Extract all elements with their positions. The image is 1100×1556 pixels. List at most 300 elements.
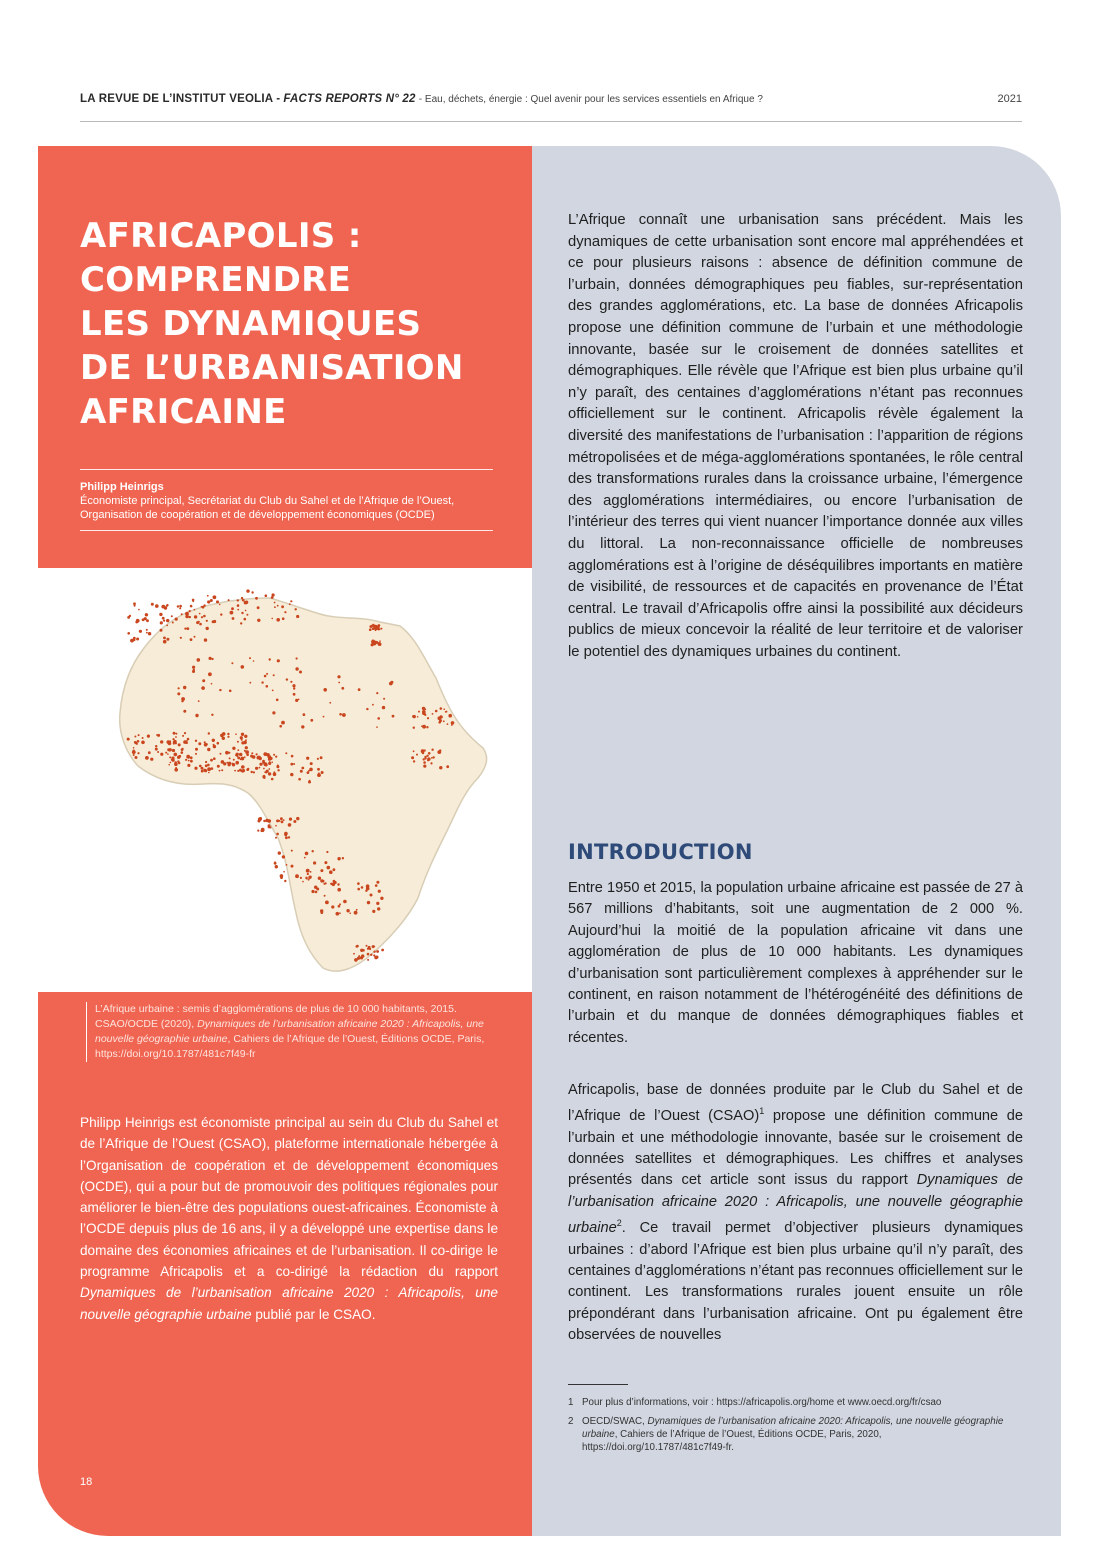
agglomeration-dot bbox=[329, 870, 333, 874]
agglomeration-dot bbox=[277, 765, 279, 767]
agglomeration-dot bbox=[155, 604, 159, 608]
agglomeration-dot bbox=[366, 708, 368, 710]
agglomeration-dot bbox=[203, 604, 205, 606]
agglomeration-dot bbox=[309, 780, 311, 782]
agglomeration-dot bbox=[133, 754, 135, 756]
agglomeration-dot bbox=[343, 900, 347, 904]
agglomeration-dot bbox=[361, 954, 364, 957]
agglomeration-dot bbox=[439, 766, 442, 769]
agglomeration-dot bbox=[274, 602, 276, 604]
agglomeration-dot bbox=[166, 638, 169, 641]
agglomeration-dot bbox=[375, 626, 378, 629]
agglomeration-dot bbox=[251, 591, 253, 593]
agglomeration-dot bbox=[275, 837, 277, 839]
agglomeration-dot bbox=[267, 819, 269, 821]
agglomeration-dot bbox=[147, 735, 150, 738]
agglomeration-dot bbox=[377, 907, 380, 910]
footnote-divider bbox=[568, 1384, 628, 1385]
agglomeration-dot bbox=[291, 755, 294, 758]
agglomeration-dot bbox=[376, 692, 378, 694]
agglomeration-dot bbox=[138, 734, 140, 736]
agglomeration-dot bbox=[323, 688, 327, 692]
agglomeration-dot bbox=[383, 698, 385, 700]
agglomeration-dot bbox=[249, 682, 251, 684]
title-line: DE L’URBANISATION bbox=[80, 348, 464, 388]
agglomeration-dot bbox=[237, 770, 239, 772]
agglomeration-dot bbox=[261, 681, 263, 683]
agglomeration-dot bbox=[312, 850, 314, 852]
agglomeration-dot bbox=[174, 768, 178, 772]
agglomeration-dot bbox=[264, 675, 267, 678]
agglomeration-dot bbox=[182, 735, 184, 737]
agglomeration-dot bbox=[431, 749, 433, 751]
agglomeration-dot bbox=[269, 826, 271, 828]
agglomeration-dot bbox=[353, 953, 355, 955]
agglomeration-dot bbox=[284, 611, 286, 613]
agglomeration-dot bbox=[255, 767, 258, 770]
agglomeration-dot bbox=[232, 617, 235, 620]
agglomeration-dot bbox=[160, 629, 163, 632]
agglomeration-dot bbox=[440, 707, 443, 710]
agglomeration-dot bbox=[339, 713, 342, 716]
agglomeration-dot bbox=[411, 756, 414, 759]
agglomeration-dot bbox=[175, 736, 177, 738]
agglomeration-dot bbox=[245, 750, 249, 754]
agglomeration-dot bbox=[184, 732, 186, 734]
agglomeration-dot bbox=[274, 606, 276, 608]
article-title bbox=[80, 214, 520, 434]
agglomeration-dot bbox=[423, 761, 426, 764]
agglomeration-dot bbox=[197, 658, 201, 662]
agglomeration-dot bbox=[431, 757, 433, 759]
agglomeration-dot bbox=[199, 623, 202, 626]
agglomeration-dot bbox=[170, 762, 172, 764]
agglomeration-dot bbox=[180, 637, 182, 639]
agglomeration-dot bbox=[263, 820, 265, 822]
agglomeration-dot bbox=[135, 621, 138, 624]
agglomeration-dot bbox=[157, 751, 159, 753]
agglomeration-dot bbox=[339, 912, 341, 914]
agglomeration-dot bbox=[382, 706, 385, 709]
page-number: 18 bbox=[80, 1476, 93, 1488]
agglomeration-dot bbox=[240, 622, 242, 624]
footnotes bbox=[568, 1396, 1018, 1460]
agglomeration-dot bbox=[271, 618, 273, 620]
agglomeration-dot bbox=[237, 749, 239, 751]
agglomeration-dot bbox=[367, 901, 370, 904]
agglomeration-dot bbox=[301, 725, 304, 728]
agglomeration-dot bbox=[284, 833, 287, 836]
agglomeration-dot bbox=[137, 752, 139, 754]
agglomeration-dot bbox=[317, 758, 319, 760]
agglomeration-dot bbox=[233, 759, 235, 761]
agglomeration-dot bbox=[265, 763, 268, 766]
agglomeration-dot bbox=[205, 761, 207, 763]
agglomeration-dot bbox=[177, 692, 180, 695]
agglomeration-dot bbox=[138, 609, 140, 611]
agglomeration-dot bbox=[320, 869, 323, 872]
agglomeration-dot bbox=[284, 880, 286, 882]
agglomeration-dot bbox=[288, 823, 292, 827]
agglomeration-dot bbox=[308, 876, 311, 879]
agglomeration-dot bbox=[330, 883, 332, 885]
agglomeration-dot bbox=[306, 757, 309, 760]
agglomeration-dot bbox=[295, 874, 299, 878]
agglomeration-dot bbox=[430, 762, 432, 764]
agglomeration-dot bbox=[204, 638, 207, 641]
agglomeration-dot bbox=[432, 713, 434, 715]
agglomeration-dot bbox=[231, 607, 234, 610]
agglomeration-dot bbox=[227, 733, 229, 735]
figure-caption: L’Afrique urbaine : semis d’agglomérations de plus de 10 000 habitants, 2015. CSAO/OCDE (2020), Dynamiques de l’urbanisation africaine 2020 : Africapolis, une nouvelle géographie urbaine, Cahiers de l’Afrique de l’Ouest, Éditions OCDE, Paris, https://doi.org/10.1787/481c7f49-fr bbox=[86, 1002, 515, 1062]
agglomeration-dot bbox=[145, 613, 148, 616]
agglomeration-dot bbox=[378, 890, 381, 893]
agglomeration-dot bbox=[305, 852, 309, 856]
agglomeration-dot bbox=[367, 959, 369, 961]
agglomeration-dot bbox=[299, 671, 302, 674]
agglomeration-dot bbox=[418, 711, 420, 713]
agglomeration-dot bbox=[325, 882, 327, 884]
agglomeration-dot bbox=[428, 759, 430, 761]
agglomeration-dot bbox=[276, 699, 279, 702]
running-header bbox=[80, 93, 1022, 122]
agglomeration-dot bbox=[337, 883, 339, 885]
agglomeration-dot bbox=[196, 621, 199, 624]
agglomeration-dot bbox=[413, 760, 415, 762]
agglomeration-dot bbox=[190, 756, 193, 759]
agglomeration-dot bbox=[290, 681, 292, 683]
agglomeration-dot bbox=[285, 752, 287, 754]
agglomeration-dot bbox=[433, 756, 435, 758]
agglomeration-dot bbox=[293, 687, 295, 689]
agglomeration-dot bbox=[290, 773, 293, 776]
agglomeration-dot bbox=[130, 639, 134, 643]
agglomeration-dot bbox=[231, 662, 233, 664]
agglomeration-dot bbox=[273, 674, 275, 676]
agglomeration-dot bbox=[139, 630, 142, 633]
agglomeration-dot bbox=[167, 753, 169, 755]
agglomeration-dot bbox=[338, 682, 340, 684]
agglomeration-dot bbox=[134, 736, 136, 738]
agglomeration-dot bbox=[290, 600, 292, 602]
agglomeration-dot bbox=[185, 759, 187, 761]
agglomeration-dot bbox=[438, 716, 442, 720]
intro-paragraph: Africapolis, base de données produite par le Club du Sahel et de l’Afrique de l’Ouest (CSAO)$^1$ propose une définition commune de l’urbain et une méthodologie innovante, basée sur le croisement de données satellites et démographiques. Les chiffres et analyses présentés dans cet article sont issus du rapport Dynamiques de l’urbanisation africaine 2020 : Africapolis, une nouvelle géographie urbaine$^2$. Ce travail permet d’objectiver plusieurs dynamiques urbaines : d’abord l’Afrique est bien plus urbaine qu’il n’y paraît, des centaines d’agglomérations n’étant pas reconnues officiellement sur le continent. Les transformations rurales jouent ensuite un rôle prépondérant dans l’urbanisation africaine. Ont pu également être observées de nouvelles bbox=[568, 1082, 1024, 1344]
agglomeration-dot bbox=[427, 717, 429, 719]
agglomeration-dot bbox=[237, 604, 240, 607]
agglomeration-dot bbox=[271, 761, 273, 763]
agglomeration-dot bbox=[232, 763, 235, 766]
agglomeration-dot bbox=[219, 604, 221, 606]
agglomeration-dot bbox=[237, 609, 239, 611]
agglomeration-dot bbox=[259, 763, 262, 766]
agglomeration-dot bbox=[342, 857, 344, 859]
agglomeration-dot bbox=[329, 702, 331, 704]
agglomeration-dot bbox=[323, 716, 325, 718]
agglomeration-dot bbox=[346, 909, 349, 912]
agglomeration-dot bbox=[273, 771, 275, 773]
agglomeration-dot bbox=[186, 742, 188, 744]
agglomeration-dot bbox=[135, 756, 138, 759]
agglomeration-dot bbox=[239, 769, 242, 772]
section-heading-introduction: INTRODUCTION bbox=[568, 840, 753, 864]
agglomeration-dot bbox=[241, 612, 243, 614]
agglomeration-dot bbox=[228, 599, 230, 601]
agglomeration-dot bbox=[375, 884, 378, 887]
agglomeration-dot bbox=[208, 732, 210, 734]
agglomeration-dot bbox=[337, 675, 340, 678]
agglomeration-dot bbox=[333, 868, 336, 871]
agglomeration-dot bbox=[244, 618, 247, 621]
agglomeration-dot bbox=[181, 748, 184, 751]
agglomeration-dot bbox=[246, 589, 249, 592]
agglomeration-dot bbox=[315, 891, 318, 894]
author-bio: Philipp Heinrigs est économiste principal au sein du Club du Sahel et de l’Afrique de l’Ouest (CSAO), plateforme internationale hébergée à l’Organisation de coopération et de développement économiques (OCDE), qui a pour but de promouvoir des politiques régionales pour améliorer le bien-être des populations ouest-africaines. Économiste à l’OCDE depuis plus de 16 ans, il y a développé une expertise dans le domaine des économies africaines et de l’urbanisation. Il co-dirige le programme Africapolis et a co-dirigé la rédaction du rapport Dynamiques de l’urbanisation africaine 2020 : Africapolis, une nouvelle géographie urbaine publié par le CSAO. bbox=[80, 1115, 498, 1322]
agglomeration-dot bbox=[286, 678, 288, 680]
agglomeration-dot bbox=[278, 851, 281, 854]
agglomeration-dot bbox=[146, 619, 149, 622]
agglomeration-dot bbox=[263, 777, 265, 779]
agglomeration-dot bbox=[282, 617, 285, 620]
agglomeration-dot bbox=[324, 895, 326, 897]
agglomeration-dot bbox=[133, 747, 135, 749]
agglomeration-dot bbox=[164, 606, 167, 609]
author-divider bbox=[80, 530, 493, 531]
agglomeration-dot bbox=[173, 732, 176, 735]
agglomeration-dot bbox=[285, 836, 288, 839]
agglomeration-dot bbox=[235, 761, 239, 765]
agglomeration-dot bbox=[357, 888, 360, 891]
agglomeration-dot bbox=[259, 767, 261, 769]
agglomeration-dot bbox=[194, 609, 196, 611]
agglomeration-dot bbox=[257, 756, 261, 760]
agglomeration-dot bbox=[186, 627, 189, 630]
agglomeration-dot bbox=[166, 604, 168, 606]
agglomeration-dot bbox=[269, 757, 272, 760]
title-divider bbox=[80, 469, 493, 470]
agglomeration-dot bbox=[192, 600, 194, 602]
agglomeration-dot bbox=[181, 751, 184, 754]
agglomeration-dot bbox=[318, 877, 321, 880]
agglomeration-dot bbox=[290, 763, 293, 766]
caption-report-title: Dynamiques de l’urbanisation africaine 2020 : Africapolis, une nouvelle géographie urbaine bbox=[95, 1018, 484, 1045]
agglomeration-dot bbox=[239, 753, 242, 756]
agglomeration-dot bbox=[443, 708, 445, 710]
agglomeration-dot bbox=[205, 764, 208, 767]
agglomeration-dot bbox=[264, 771, 266, 773]
agglomeration-dot bbox=[293, 820, 296, 823]
agglomeration-dot bbox=[378, 643, 380, 645]
agglomeration-dot bbox=[230, 611, 234, 615]
bio-report-title: Dynamiques de l’urbanisation africaine 2020 : Africapolis, une nouvelle géographie urbaine bbox=[80, 1285, 498, 1322]
agglomeration-dot bbox=[277, 769, 279, 771]
author-affiliation: Économiste principal, Secrétariat du Club du Sahel et de l’Afrique de l’Ouest, bbox=[80, 495, 455, 507]
footnote: 1 Pour plus d’informations, voir : https://africapolis.org/home et www.oecd.org/fr/csao bbox=[568, 1397, 942, 1408]
agglomeration-dot bbox=[187, 764, 190, 767]
agglomeration-dot bbox=[304, 857, 306, 859]
footnote-ref[interactable]: 2 bbox=[616, 1218, 622, 1229]
agglomeration-dot bbox=[127, 616, 130, 619]
agglomeration-dot bbox=[292, 684, 295, 687]
agglomeration-dot bbox=[357, 957, 360, 960]
agglomeration-dot bbox=[320, 911, 323, 914]
issue-subtitle: - Eau, déchets, énergie : Quel avenir pour les services essentiels en Afrique ? bbox=[418, 94, 763, 105]
footnote-text[interactable]: OECD/SWAC, Dynamiques de l’urbanisation africaine 2020: Africapolis, une nouvelle géographie urbaine, Cahiers de l’Afrique de l’Ouest, Éditions OCDE, Paris, 2020, https://doi.org/10.1787/481c7f49-fr. bbox=[582, 1416, 1004, 1453]
agglomeration-dot bbox=[295, 699, 298, 702]
title-line: LES DYNAMIQUES bbox=[80, 304, 422, 344]
agglomeration-dot bbox=[257, 619, 260, 622]
agglomeration-dot bbox=[174, 753, 178, 757]
agglomeration-dot bbox=[206, 743, 208, 745]
agglomeration-dot bbox=[447, 723, 449, 725]
agglomeration-dot bbox=[175, 733, 177, 735]
agglomeration-dot bbox=[222, 732, 226, 736]
agglomeration-dot bbox=[141, 741, 145, 745]
agglomeration-dot bbox=[195, 748, 198, 751]
agglomeration-dot bbox=[183, 710, 186, 713]
agglomeration-dot bbox=[281, 721, 285, 725]
agglomeration-dot bbox=[288, 836, 290, 838]
agglomeration-dot bbox=[275, 825, 277, 827]
agglomeration-dot bbox=[171, 615, 173, 617]
title-line: AFRICAPOLIS : bbox=[80, 216, 362, 256]
agglomeration-dot bbox=[412, 715, 414, 717]
agglomeration-dot bbox=[246, 753, 249, 756]
agglomeration-dot bbox=[212, 739, 215, 742]
agglomeration-dot bbox=[210, 599, 213, 602]
agglomeration-dot bbox=[179, 605, 182, 608]
agglomeration-dot bbox=[207, 748, 210, 751]
agglomeration-dot bbox=[201, 767, 204, 770]
agglomeration-dot bbox=[229, 757, 231, 759]
agglomeration-dot bbox=[424, 757, 426, 759]
series-name: FACTS REPORTS N° 22 bbox=[283, 93, 416, 105]
agglomeration-dot bbox=[360, 949, 363, 952]
agglomeration-dot bbox=[272, 690, 274, 692]
agglomeration-dot bbox=[213, 744, 215, 746]
agglomeration-dot bbox=[134, 605, 136, 607]
agglomeration-dot bbox=[217, 742, 220, 745]
agglomeration-dot bbox=[198, 700, 200, 702]
agglomeration-dot bbox=[275, 756, 277, 758]
footnote-ref[interactable]: 1 bbox=[759, 1106, 765, 1117]
agglomeration-dot bbox=[337, 857, 340, 860]
agglomeration-dot bbox=[190, 760, 193, 763]
agglomeration-dot bbox=[245, 610, 247, 612]
title-line: AFRICAINE bbox=[80, 392, 287, 432]
agglomeration-dot bbox=[178, 743, 181, 746]
agglomeration-dot bbox=[373, 951, 375, 953]
agglomeration-dot bbox=[291, 865, 294, 868]
agglomeration-dot bbox=[146, 629, 148, 631]
agglomeration-dot bbox=[376, 881, 379, 884]
agglomeration-dot bbox=[301, 767, 304, 770]
agglomeration-dot bbox=[424, 749, 426, 751]
agglomeration-dot bbox=[317, 773, 321, 777]
agglomeration-dot bbox=[216, 600, 219, 603]
agglomeration-dot bbox=[392, 715, 395, 718]
agglomeration-dot bbox=[280, 817, 283, 820]
agglomeration-dot bbox=[376, 902, 379, 905]
agglomeration-dot bbox=[136, 638, 139, 641]
agglomeration-dot bbox=[443, 720, 445, 722]
agglomeration-dot bbox=[234, 770, 236, 772]
author-block bbox=[80, 480, 500, 522]
agglomeration-dot bbox=[253, 771, 255, 773]
agglomeration-dot bbox=[207, 600, 210, 603]
agglomeration-dot bbox=[203, 615, 206, 618]
footnote-text[interactable]: Pour plus d’informations, voir : https://africapolis.org/home et www.oecd.org/fr/csao bbox=[582, 1397, 942, 1408]
agglomeration-dot bbox=[201, 770, 204, 773]
agglomeration-dot bbox=[220, 753, 222, 755]
agglomeration-dot bbox=[263, 768, 265, 770]
agglomeration-dot bbox=[150, 758, 153, 761]
agglomeration-dot bbox=[195, 740, 197, 742]
agglomeration-dot bbox=[151, 603, 154, 606]
agglomeration-dot bbox=[148, 751, 151, 754]
agglomeration-dot bbox=[235, 733, 237, 735]
agglomeration-dot bbox=[246, 768, 249, 771]
issue-year: 2021 bbox=[997, 93, 1022, 105]
agglomeration-dot bbox=[212, 620, 215, 623]
agglomeration-dot bbox=[271, 596, 274, 599]
agglomeration-dot bbox=[186, 755, 190, 759]
agglomeration-dot bbox=[277, 659, 280, 662]
agglomeration-dot bbox=[255, 597, 258, 600]
intro-paragraph: Entre 1950 et 2015, la population urbaine africaine est passée de 27 à 567 millions d’habitants, soit une augmentation de 2 000 %. Aujourd’hui la moitié de la population africaine vit dans une agglomération de plus de 10 000 habitants. Les dynamiques d’urbanisation sont particulièrement complexes à appréhender sur le continent, en raison notamment de l’hétérogénéité des définitions de l’urbain et du manque de données démographiques fiables et récentes. bbox=[568, 880, 1023, 1046]
agglomeration-dot bbox=[237, 741, 239, 743]
agglomeration-dot bbox=[171, 759, 173, 761]
agglomeration-dot bbox=[207, 595, 209, 597]
agglomeration-dot bbox=[422, 711, 426, 715]
agglomeration-dot bbox=[245, 601, 249, 605]
agglomeration-dot bbox=[226, 762, 228, 764]
author-affiliation: Organisation de coopération et de développement économiques (OCDE) bbox=[80, 509, 435, 521]
agglomeration-dot bbox=[308, 879, 310, 881]
agglomeration-dot bbox=[368, 946, 371, 949]
agglomeration-dot bbox=[325, 901, 329, 905]
agglomeration-dot bbox=[228, 762, 231, 765]
agglomeration-dot bbox=[155, 745, 157, 747]
agglomeration-dot bbox=[371, 626, 373, 628]
agglomeration-dot bbox=[289, 603, 291, 605]
agglomeration-dot bbox=[310, 762, 313, 765]
agglomeration-dot bbox=[190, 638, 193, 641]
agglomeration-dot bbox=[320, 879, 323, 882]
agglomeration-dot bbox=[276, 819, 279, 822]
agglomeration-dot bbox=[372, 704, 374, 706]
agglomeration-dot bbox=[203, 769, 206, 772]
agglomeration-dot bbox=[206, 627, 209, 630]
agglomeration-dot bbox=[190, 605, 193, 608]
agglomeration-dot bbox=[413, 750, 415, 752]
agglomeration-dot bbox=[305, 877, 307, 879]
agglomeration-dot bbox=[266, 685, 269, 688]
agglomeration-dot bbox=[181, 613, 183, 615]
agglomeration-dot bbox=[313, 861, 316, 864]
agglomeration-dot bbox=[172, 622, 174, 624]
agglomeration-dot bbox=[417, 716, 419, 718]
agglomeration-dot bbox=[372, 624, 375, 627]
agglomeration-dot bbox=[266, 753, 270, 757]
agglomeration-dot bbox=[174, 762, 178, 766]
agglomeration-dot bbox=[317, 768, 320, 771]
agglomeration-dot bbox=[303, 713, 306, 716]
agglomeration-dot bbox=[276, 618, 280, 622]
agglomeration-dot bbox=[372, 910, 375, 913]
agglomeration-dot bbox=[217, 765, 220, 768]
agglomeration-dot bbox=[265, 594, 268, 597]
